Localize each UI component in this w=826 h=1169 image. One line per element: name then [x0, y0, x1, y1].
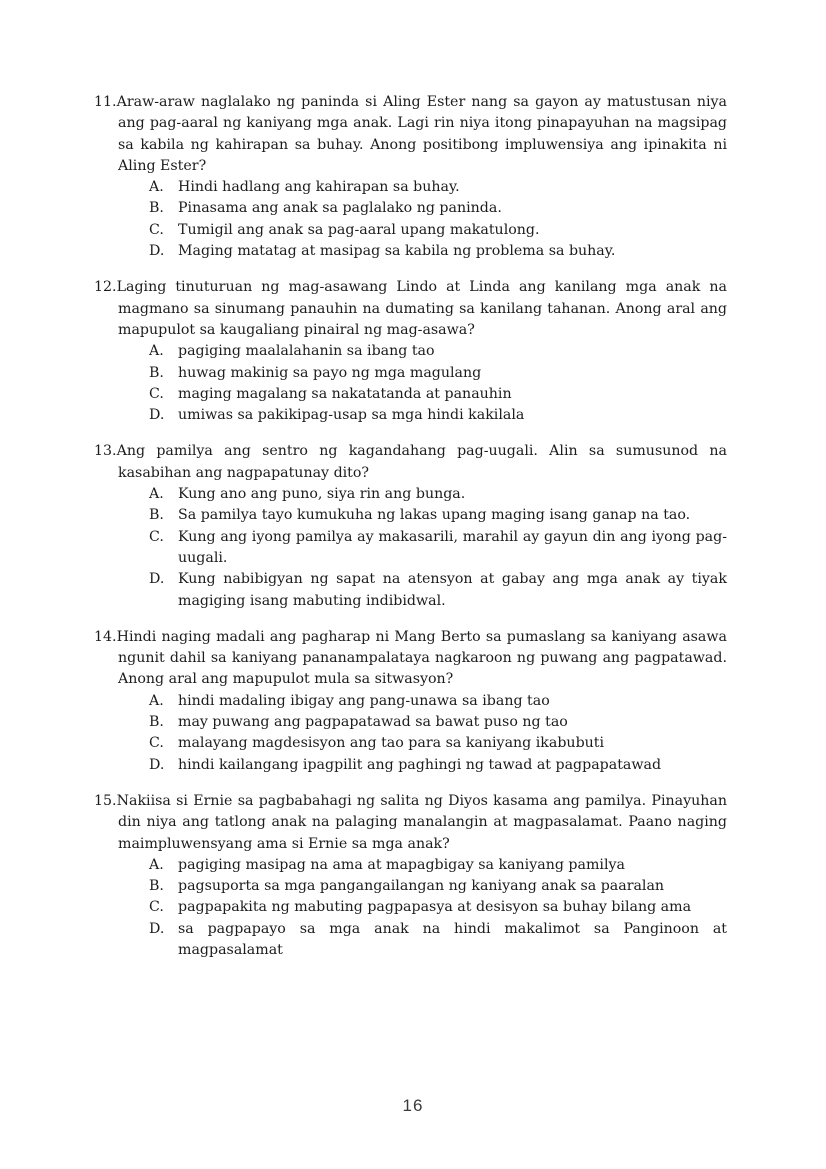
- answer-option-c: [149, 220, 727, 241]
- question-number: 14.: [94, 628, 117, 645]
- option-text: pagpapakita ng mabuting pagpapasya at desisyon sa buhay bilang ama: [178, 899, 692, 916]
- question-list: [94, 92, 727, 976]
- option-text: Sa pamilya tayo kumukuha ng lakas upang maging isang ganap na tao.: [178, 507, 691, 524]
- option-letter: A.: [149, 343, 164, 360]
- option-letter: C.: [149, 528, 164, 545]
- answer-option-b: [149, 198, 727, 219]
- option-letter: B.: [149, 364, 164, 381]
- question-stem: Nakiisa si Ernie sa pagbabahagi ng salita ng Diyos kasama ang pamilya. Pinayuhan din niya ang tatlong anak na palaging manalangin at magpasalamat. Paano naging maimpluwensyang ama si Ernie sa mga anak?: [116, 792, 727, 852]
- question-text: [94, 791, 727, 855]
- question-item-12: [94, 277, 727, 426]
- question-text: [94, 627, 727, 691]
- options-list: [149, 177, 727, 262]
- question-number: 12.: [94, 279, 117, 296]
- answer-option-c: [149, 733, 727, 754]
- answer-option-d: [149, 755, 727, 776]
- option-text: maging magalang sa nakatatanda at panauhin: [178, 385, 512, 402]
- answer-option-a: [149, 691, 727, 712]
- answer-option-d: [149, 569, 727, 612]
- option-text: Kung nabibigyan ng sapat na atensyon at gabay ang mga anak ay tiyak magiging isang mabuting indibidwal.: [178, 571, 727, 609]
- option-letter: A.: [149, 179, 164, 196]
- option-text: sa pagpapayo sa mga anak na hindi makalimot sa Panginoon at magpasalamat: [178, 920, 727, 958]
- option-text: may puwang ang pagpapatawad sa bawat puso ng tao: [178, 714, 568, 731]
- option-letter: C.: [149, 735, 164, 752]
- option-letter: C.: [149, 221, 164, 238]
- question-stem: Ang pamilya ang sentro ng kagandahang pag-uugali. Alin sa sumusunod na kasabihan ang nagpapatunay dito?: [116, 443, 727, 481]
- option-letter: B.: [149, 878, 164, 895]
- option-letter: A.: [149, 692, 164, 709]
- answer-option-b: [149, 876, 727, 897]
- options-list: [149, 484, 727, 612]
- option-text: Kung ang iyong pamilya ay makasarili, marahil ay gayun din ang iyong pag-uugali.: [178, 528, 727, 566]
- option-text: Tumigil ang anak sa pag-aaral upang makatulong.: [178, 221, 540, 238]
- option-letter: D.: [149, 243, 165, 260]
- answer-option-c: [149, 527, 727, 570]
- answer-option-b: [149, 712, 727, 733]
- question-number: 11.: [94, 94, 117, 110]
- option-text: Hindi hadlang ang kahirapan sa buhay.: [178, 179, 460, 196]
- question-number: 15.: [94, 792, 117, 809]
- option-letter: B.: [149, 714, 164, 731]
- options-list: [149, 691, 727, 776]
- option-letter: B.: [149, 507, 164, 524]
- option-text: pagsuporta sa mga pangangailangan ng kaniyang anak sa paaralan: [178, 878, 665, 895]
- question-number: 13.: [94, 443, 117, 460]
- option-text: umiwas sa pakikipag-usap sa mga hindi kakilala: [178, 407, 525, 424]
- question-stem: Araw-araw naglalako ng paninda si Aling Ester nang sa gayon ay matustusan niya ang pag-aaral ng kaniyang mga anak. Lagi rin niya itong pinapayuhan na magsipag sa kabila ng kahirapan sa buhay. Anong positibong impluwensiya ang ipinakita ni Aling Ester?: [116, 94, 727, 174]
- option-letter: C.: [149, 899, 164, 916]
- answer-option-c: [149, 384, 727, 405]
- answer-option-a: [149, 341, 727, 362]
- option-text: huwag makinig sa payo ng mga magulang: [178, 364, 482, 381]
- option-letter: B.: [149, 200, 164, 217]
- option-letter: D.: [149, 920, 165, 937]
- question-item-14: [94, 627, 727, 776]
- option-letter: D.: [149, 571, 165, 588]
- option-text: malayang magdesisyon ang tao para sa kaniyang ikabubuti: [178, 735, 605, 752]
- option-letter: C.: [149, 385, 164, 402]
- option-text: hindi kailangang ipagpilit ang paghingi ng tawad at pagpapatawad: [178, 756, 662, 773]
- options-list: [149, 341, 727, 426]
- page-number: 16: [402, 1096, 424, 1115]
- option-text: pagiging masipag na ama at mapagbigay sa kaniyang pamilya: [178, 856, 625, 873]
- answer-option-d: [149, 405, 727, 426]
- option-letter: A.: [149, 486, 164, 503]
- question-text: [94, 277, 727, 341]
- option-text: Maging matatag at masipag sa kabila ng problema sa buhay.: [178, 243, 616, 260]
- question-item-13: [94, 441, 727, 611]
- answer-option-d: [149, 241, 727, 262]
- option-text: Pinasama ang anak sa paglalako ng paninda.: [178, 200, 502, 217]
- answer-option-a: [149, 484, 727, 505]
- question-stem: Hindi naging madali ang pagharap ni Mang Berto sa pumaslang sa kaniyang asawa ngunit dahil sa kaniyang pananampalataya nagkaroon ng puwang ang pagpatawad. Anong aral ang mapupulot mula sa sitwasyon?: [116, 628, 727, 688]
- answer-option-a: [149, 177, 727, 198]
- option-text: hindi madaling ibigay ang pang-unawa sa ibang tao: [178, 692, 550, 709]
- option-letter: D.: [149, 756, 165, 773]
- option-text: pagiging maalalahanin sa ibang tao: [178, 343, 435, 360]
- answer-option-a: [149, 855, 727, 876]
- option-letter: D.: [149, 407, 165, 424]
- answer-option-b: [149, 363, 727, 384]
- answer-option-d: [149, 919, 727, 962]
- question-item-15: [94, 791, 727, 961]
- options-list: [149, 855, 727, 961]
- option-text: Kung ano ang puno, siya rin ang bunga.: [178, 486, 466, 503]
- question-text: [94, 441, 727, 484]
- option-letter: A.: [149, 856, 164, 873]
- answer-option-b: [149, 505, 727, 526]
- question-item-11: [94, 92, 727, 262]
- answer-option-c: [149, 897, 727, 918]
- question-stem: Laging tinuturuan ng mag-asawang Lindo at Linda ang kanilang mga anak na magmano sa sinumang panauhin na dumating sa kanilang tahanan. Anong aral ang mapupulot sa kaugaliang pinairal ng mag-asawa?: [116, 279, 727, 338]
- question-text: [94, 92, 727, 177]
